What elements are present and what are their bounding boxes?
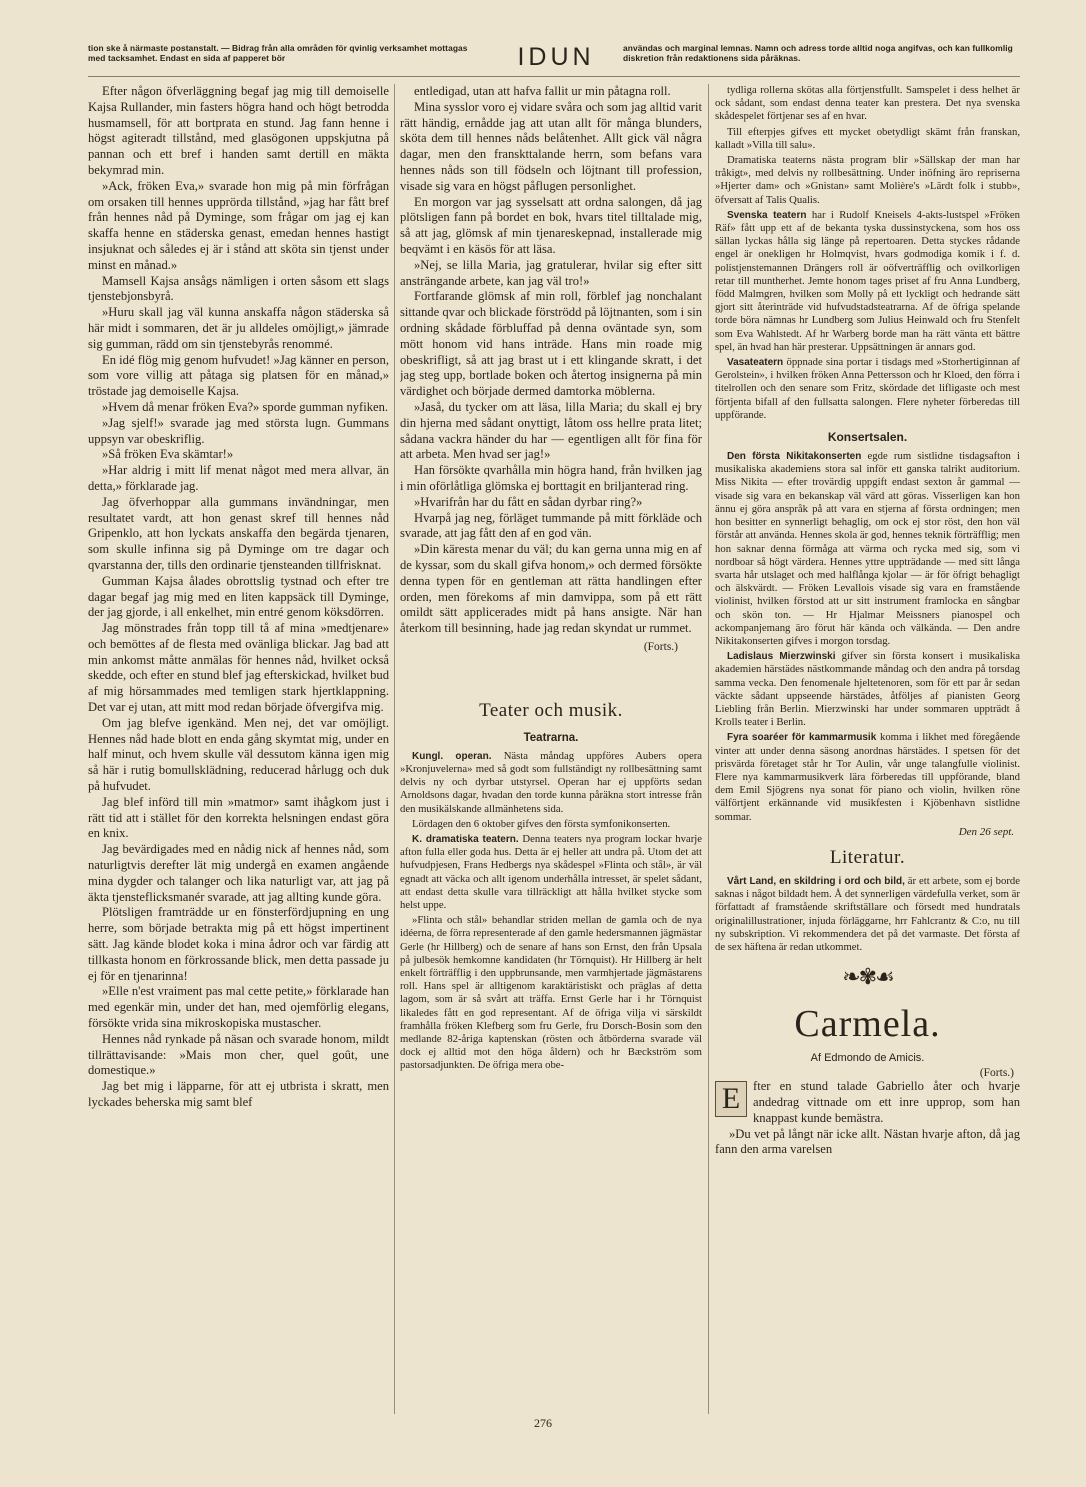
story-paragraph: »Nej, se lilla Maria, jag gratulerar, hvilar sig efter sitt ansträngande arbete, kan jag väl tro!» — [400, 257, 702, 288]
serial-text — [715, 1079, 1020, 1158]
serial-paragraph: fter en stund talade Gabriello åter och hvarje andedrag vittnade om ett inre upprор, som han knappast kunde bemästra. — [753, 1079, 1020, 1125]
serial-paragraph: »Du vet på långt när icke allt. Nästan hvarje afton, då jag fann den arma varelsen — [715, 1126, 1020, 1157]
story-paragraph: »Din käresta menar du väl; du kan gerna unna mig en af de kyssar, som du skall gifva honom,» och dermed försökte denna typen för en gentleman att rätta handlingen efter orden, men förekoms af min damvippa, som på ett rätt omildt sätt applicerades midt på hans ansigte. När han återkom till besinning, hade jag redan skyndat ur rummet. — [400, 542, 702, 636]
notice-text: Denna teaters nya program lockar hvarje afton fulla eller goda hus. Detta är ej heller att undra på. Utom det att hufvudpjesen, Frans Hedbergs nya skådespel »Flinta och stål», är väl egnadt att väcka och allt igenom underhålla intresset, är spelet sådant, att endast detta skulle vara tillräckligt att hålla hvilket stycke som helst uppe. — [400, 832, 702, 911]
story-paragraph: »Huru skall jag väl kunna anskaffa någon städerska så här midt i sommaren, det är ju alldeles omöjligt,» jämrade sig gumman, rädd om sin tjenstebyrås renommé. — [88, 305, 389, 351]
notice-paragraph: Dramatiska teaterns nästa program blir »Sällskap der man har tråkigt», med delvis ny rollbesättning. Under inöfning äro repriserna »Hjerter dam» och »Gnistan» samt Molière's »Lärdt folk i stubb», öfversatt af Talis Qualis. — [715, 154, 1020, 206]
ornament-icon: ❧✾☙ — [842, 964, 893, 990]
masthead-left-notice: tion ske å närmaste postanstalt. — Bidrag från alla områden för qvinlig verksamhet mottagas med tacksamhet. Endast en sida af papperet bör — [88, 43, 468, 63]
story-paragraph: Hennes nåd rynkade på näsan och svarade honom, mildt tillrättavisande: »Mais mon cher, quel goût, une domestique.» — [88, 1031, 389, 1078]
notice-lead: Den första Nikitakonserten — [727, 451, 862, 463]
notice-lead: K. dramatiska teatern. — [412, 833, 519, 845]
story-paragraph: Jag öfverhoppar alla gummans invändningar, men resultatet vardt, att hon genast skref till hennes nåd Gripenklo, att hon lyckats anskaffa den begärda tjenaren, som skulle infinna sig på Dyminge om tre dagar och qvarstanna der, tills den ordinarie tjensteanden tillfrisknat. — [88, 494, 389, 572]
serial-byline: Af Edmondo de Amicis. — [810, 1052, 925, 1065]
notice-text: Nästa måndag uppföres Aubers opera »Kronjuvelerna» med så godt som fullständigt ny rollbesättning samt delvis ny och dyrbar utstyrsel. Operan har ej uppförts sedan Arnoldsons dagar, hvadan den torde kunna påräkna stort intresse från den musikälskande allmänhetens sida. — [400, 749, 702, 815]
drop-cap: E — [715, 1081, 747, 1117]
column-1-story — [88, 84, 389, 1410]
notice-item — [715, 731, 1020, 823]
story-continuation — [400, 84, 702, 656]
notice-item — [400, 914, 702, 1072]
story-paragraph: Jag bevärdigades med en nådig nick af hennes nåd, som naturligtvis derefter lät mig undergå en examen angående mina dygder och talanger och lika naturligt var, att jag på äkta tjensteflicksmanér svarade, att jag allting kunde göra. — [88, 842, 389, 904]
story-paragraph: entlediɡad, utan att hafva fallit ur min påtagna roll. — [414, 84, 671, 98]
story-paragraph: »Jaså, du tycker om att läsa, lilla Maria; du skall ej bry din hjerna med sådant onyttigt, låtom oss hellre prata litet; sådana vackra händer du har — egentligen allt för fina för att arbeta. Men hvad ser jag!» — [400, 399, 702, 462]
story-paragraph: Fortfarande glömsk af min roll, förblef jag nonchalant sittande qvar och blickade förströdd på löjtnanten, som i sin ordning skådade förbluffad på denna oväntade syn, som mött honom vid hans inträde. Hans min roade mig obeskrifligt, så att jag brast ut i ett klingande skratt, i det jag steg upp, bortlade boken och återtog insignerna på min värdighet och började dermed damtorka möblerna. — [400, 289, 702, 399]
notice-text: har i Rudolf Kneisels 4-akts-lustspel »Fröken Räf» fått upp ett af de bekanta tyska dussinstyckena, som hos oss sällan lyckas hålla sig länge på repertoaren. Detta styckes rådande engel är onekligen hr Holmqvist, hvars godmodiga komik i f. d. polistjenstemannen Drängers roll är oöfverträfflig och ovilkorligen retar till muntherhet. Jemte honom tages priset af fru Anna Lundberg, född Malmgren, hvilken som Molly på ett lyckligt och hedrande sätt gjort sitt återinträde vid hufvudstadsteatrarna. Af de öfriga spelande torde böra nämnas hr Lundberg som Julius Heinwald och fru Stenfelt som Eva Wahlstedt. Af hr Warberg borde man ha rätt vänta ett bättre spel, än hvad han här presterar. Uppsättningen är annars god. — [715, 208, 1020, 353]
notice-paragraph: tydliga rollerna skötas alla förtjenstfullt. Samspelet i dess helhet är ock sådant, som endast denna teater kan prestera. Det nya svenska skådespelet förtjenar ses af en hvar. — [715, 84, 1020, 123]
notice-text: »Flinta och stål» behandlar striden mellan de gamla och de nya idéerna, de förra representerade af den gamle hedersmannen jägmästar Gerle (hr Hillberg) och de senare af hans son Ernst, den från Upsala på julbesök hemkomne kandidaten (hr Törnquist). Hr Hillberg är helt enkelt förträfflig i den uppbrunsande, men varmhjertade jägmästarens roll. Hans spel är alltigenom karaktäristiskt och präglas af detta lagom, som är så svårt att träffa. Ernst Gerle har i hr Törnquist likaledes fått en god representant. Af de öfriga vilja vi särskildt framhålla fröken Klefberg som fru Gerle, fru Dorsch-Bosin som den medlande 82-åriga kaptenskan (rösten och åtbörderna svarade väl dock ej alltid mot den höga åldern) och hr Bæckström som pastorsadjunkten. De öfriga mera obe- — [400, 914, 702, 1072]
notice-item — [400, 833, 702, 912]
story-paragraph: En idé flög mig genom hufvudet! »Jag känner en person, som vore villig att påtaga sig platsen för en månad,» tröstade jag demoiselle Kajsa. — [88, 352, 389, 399]
notice-text: egde rum sistlidne tisdagsafton i musikaliska akademiens stora sal inför ett ganska talrikt auditorium. Miss Nikita — efter trovärdig uppgift endast sexton år gammal — visade sig vara en bekanskap väl värd att göras. Visserligen kan hon ännu ej göra anspråk på att vara en stjerna af första ordningen; men hon besitter en synnerligt behaglig, om ock ej stor röst, den hon väl förstår att använda. Hennes skola är god, hennes teknik förträfflig; men hon saknar denna förmåga att värma och rycka med sig, som vi nordboar så högt värdera. Hennes yttre uppträdande — med sitt långa svarta hår utslaget och med halflånga kjolar — är för öfrigt behagligt och älskvärdt. — Fröken Levallois visade sig vara en framstående violinist, hvilken förstod att ur sitt instrument framlocka en sångbar och skön ton. — Hr Hjalmar Meissners pianospel och ackompanjemang äro förut här kända och välkända. — Den andre Nikitakonserten gifves i morgon torsdag. — [715, 450, 1020, 647]
notice-lead: Ladislaus Mierzwinski — [727, 651, 836, 663]
page-number: 276 — [534, 1416, 552, 1430]
notice-lead: Vasateatern — [727, 357, 784, 369]
notice-lead: Svenska teatern — [727, 209, 807, 221]
story-paragraph: En morgon var jag sysselsatt att ordna salongen, då jag plötsligen fann på bordet en bok, hvars titel tilltalade mig, så att jag, glömsk af min tjenareskepnad, installerade mig beqvämt i en käsös för att läsa. — [400, 194, 702, 256]
masthead-right-notice: användas och marginal lemnas. Namn och adress torde alltid noga angifvas, och kan fullkomlig diskretion från redaktionens sida påräknas. — [623, 43, 1013, 63]
story-paragraph: »Har aldrig i mitt lif menat något med mera allvar, än detta,» förklarade jag. — [88, 463, 389, 493]
story-paragraph: Mina sysslor voro ej vidare svåra och som jag alltid varit rätt händig, ernådde jag att utan allt för många blunders, sköta dem till hennes nåds belåtenhet. Allt gick väl några dagar, men den franskttalande herrn, som befans vara hennes nåds son till födseln och löjtnant till profession, visade sig vara en högst påflugen personlighet. — [400, 99, 702, 193]
column-divider-1 — [394, 84, 395, 1414]
column-divider-2 — [708, 84, 709, 1414]
continued-note: (Forts.) — [643, 640, 678, 653]
notice-lead: Kungl. operan. — [412, 750, 492, 762]
story-paragraph: »Hvarifrån har du fått en sådan dyrbar ring?» — [414, 494, 643, 509]
story-paragraph: Mamsell Kajsa ansågs nämligen i orten såsom ett slags tjenstebjonsbyrå. — [88, 273, 389, 304]
story-paragraph: Plötsligen framträdde ur en fönsterfördjupning en ung herre, som började betrakta mig på ett högst impertinent sätt. Jag kände blodet koka i mina ådror och var färdig att tillkasta honom en förkrossande blick, men detta passade ju ej för en tjenarinna! — [88, 905, 389, 983]
story-paragraph: Efter någon öfverläggning begaf jag mig till demoiselle Kajsa Rullander, min fasters högra hand och högt betrodda husmamsell, för att bortprata en stund. Jag fann henne i högst agiteradt tillstånd, med glasögonen uppskjutna på pannan och ett bref i handen samt dertill en mäkta bekymrad min. — [88, 84, 389, 177]
notice-text: är ett arbete, som ej borde saknas i något bildadt hem. Å det synnerligen värdefulla verket, som är författadt af framstående skriftställare och försedt med hundratals originalillustrationer, injuda förläggarne, hrr Fahlcrantz & C:o, nu till ny subskription. Vi rekommendera det på det varmaste. Det första af de sex häftena är redan utkommet. — [715, 874, 1020, 953]
notice-item — [400, 818, 702, 831]
notice-item — [715, 650, 1020, 729]
serial-continued-note: (Forts.) — [979, 1067, 1014, 1080]
notice-item — [715, 356, 1020, 422]
notice-item — [715, 209, 1020, 354]
notice-item — [715, 450, 1020, 648]
subheading-teatrarna: Teatrarna. — [523, 731, 579, 744]
theatre-notices — [400, 750, 702, 1073]
notice-text: komma i likhet med föregående vinter att under denna säsong anordnas härstädes. I spetsen för det prisvärda företaget står hr Tor Aulin, vår unge talangfulle violinist. Flere nya kammarmusikverk lära förberedas till uppförande, bland dem Emil Sjögrens nya sonat för piano och violin, hvilken röne välförtjent erkännande vid musikfesten i Kjöbenhavn sistlidne sommar. — [715, 731, 1020, 823]
notice-lead: Fyra soaréer för kammarmusik — [727, 732, 877, 744]
concert-notices — [715, 450, 1020, 839]
story-paragraph: Gumman Kajsa ålades obrottslig tystnad och efter tre dagar begaf jag mig med en liten kappsäck till Dyminge, der jag gjorde, i all enkelhet, min entré genom köksdörren. — [88, 573, 389, 620]
section-heading-teater: Teater och musik. — [479, 699, 623, 721]
story-paragraph: »Så fröken Eva skämtar!» — [102, 447, 234, 462]
story-paragraph: Om jag blefve igenkänd. Men nej, det var omöjligt. Hennes nåd hade blott en enda gång skymtat mig, under en half minut, och hvem skulle väl dessutom känna igen mig så här i rutig bomullsklädning, reducerad hårlugg och duk på hufvudet. — [88, 715, 389, 794]
story-paragraph: »Jag sjelf!» svarade jag med största lugn. Gummans uppsyn var obeskriflig. — [88, 415, 389, 446]
column-3 — [715, 84, 1020, 1410]
story-paragraph: Han försökte qvarhålla min högra hand, från hvilken jag i min oförlåtliga glömska ej borttagit en briljanterad ring. — [400, 463, 702, 493]
masthead — [88, 40, 1020, 70]
story-paragraph: Hvarpå jag neg, förläget tummande på mitt förkläde och svarade, att jag fått den af en god vän. — [400, 510, 702, 541]
notice-lead: Vårt Land, en skildring i ord och bild, — [727, 875, 905, 887]
masthead-title: IDUN — [517, 43, 595, 71]
story-paragraph: »Elle n'est vraiment pas mal cette petite,» förklarade han med egenkär min, under det han, med ojemförlig elegans, försökte vrida sina mikroskopiska mustascher. — [88, 984, 389, 1031]
notice-item — [400, 750, 702, 816]
story-paragraph: Jag blef införd till min »matmor» samt ihågkom just i rätt tid att i stället för den korrekta helsningen endast göra en knix. — [88, 794, 389, 841]
serial-title: Carmela. — [794, 1003, 941, 1046]
column-2 — [400, 84, 702, 1410]
notice-text: öppnade sina portar i tisdags med »Storhertiginnan af Gerolstein», i hvilken fröken Anna Pettersson och hr Kloed, den förra i titelrollen och den senare som Fritz, skördade det lifligaste och mest förtjenta bifall af den fullsatta salongen. Flere nyheter förberedas till uppförande. — [715, 356, 1020, 421]
subheading-konsertsalen: Konsertsalen. — [827, 430, 908, 445]
story-paragraph: »Ack, fröken Eva,» svarade hon mig på min förfrågan om orsaken till hennes upprörda tillstånd, »jag har fått bref från hennes nåd på Dyminge, som frågar om jag ej kan skaffa henne en städerska genast, emedan hennes hastigt insjuknat och således ej är i stånd att sköta sin tjenst under minst en månad.» — [88, 178, 389, 272]
literature-notices — [715, 875, 1020, 954]
masthead-rule — [88, 76, 1020, 77]
theatre-notices-cont — [715, 84, 1020, 422]
notice-text: gifver sin första konsert i musikaliska akademien härstädes nästkommande måndag och den andra på torsdag samma vecka. Den fenomenale hjeltetenoren, som för ett par år sedan väckte sådant uppseende härstädes, åtföljes af pianisten Georg Liebling från Berlin. Mierzwinski har under sommaren uppträdt å Krolls teater i Berlin. — [715, 650, 1020, 729]
notice-item — [715, 875, 1020, 954]
dateline: Den 26 sept. — [958, 825, 1014, 838]
notice-paragraph: Till efterpjes gifves ett mycket obetydligt skämt från franskan, kalladt »Villa till salu». — [715, 125, 1020, 151]
notice-text: Lördagen den 6 oktober gifves den första symfonikonserten. — [412, 817, 671, 830]
section-heading-literatur: Literatur. — [829, 846, 906, 868]
story-paragraph: Jag mönstrades från topp till tå af mina »medtjenare» och bemöttes af de flesta med ovänliga blickar. Jag bad att min ankomst måtte anmälas för hennes nåd, hvilket också skedde, och efter en stund blef jag efterskickad, hvilket bud af mig hörsammades med temligen stark hjertklappning. Det var ej utan, att mitt mod redan började öfvergifva mig. — [88, 621, 389, 715]
story-paragraph: Jag bet mig i läpparne, för att ej utbrista i skratt, men lyckades beherska mig samt blef — [88, 1079, 389, 1109]
story-paragraph: »Hvem då menar fröken Eva?» sporde gumman nyfiken. — [102, 399, 389, 414]
